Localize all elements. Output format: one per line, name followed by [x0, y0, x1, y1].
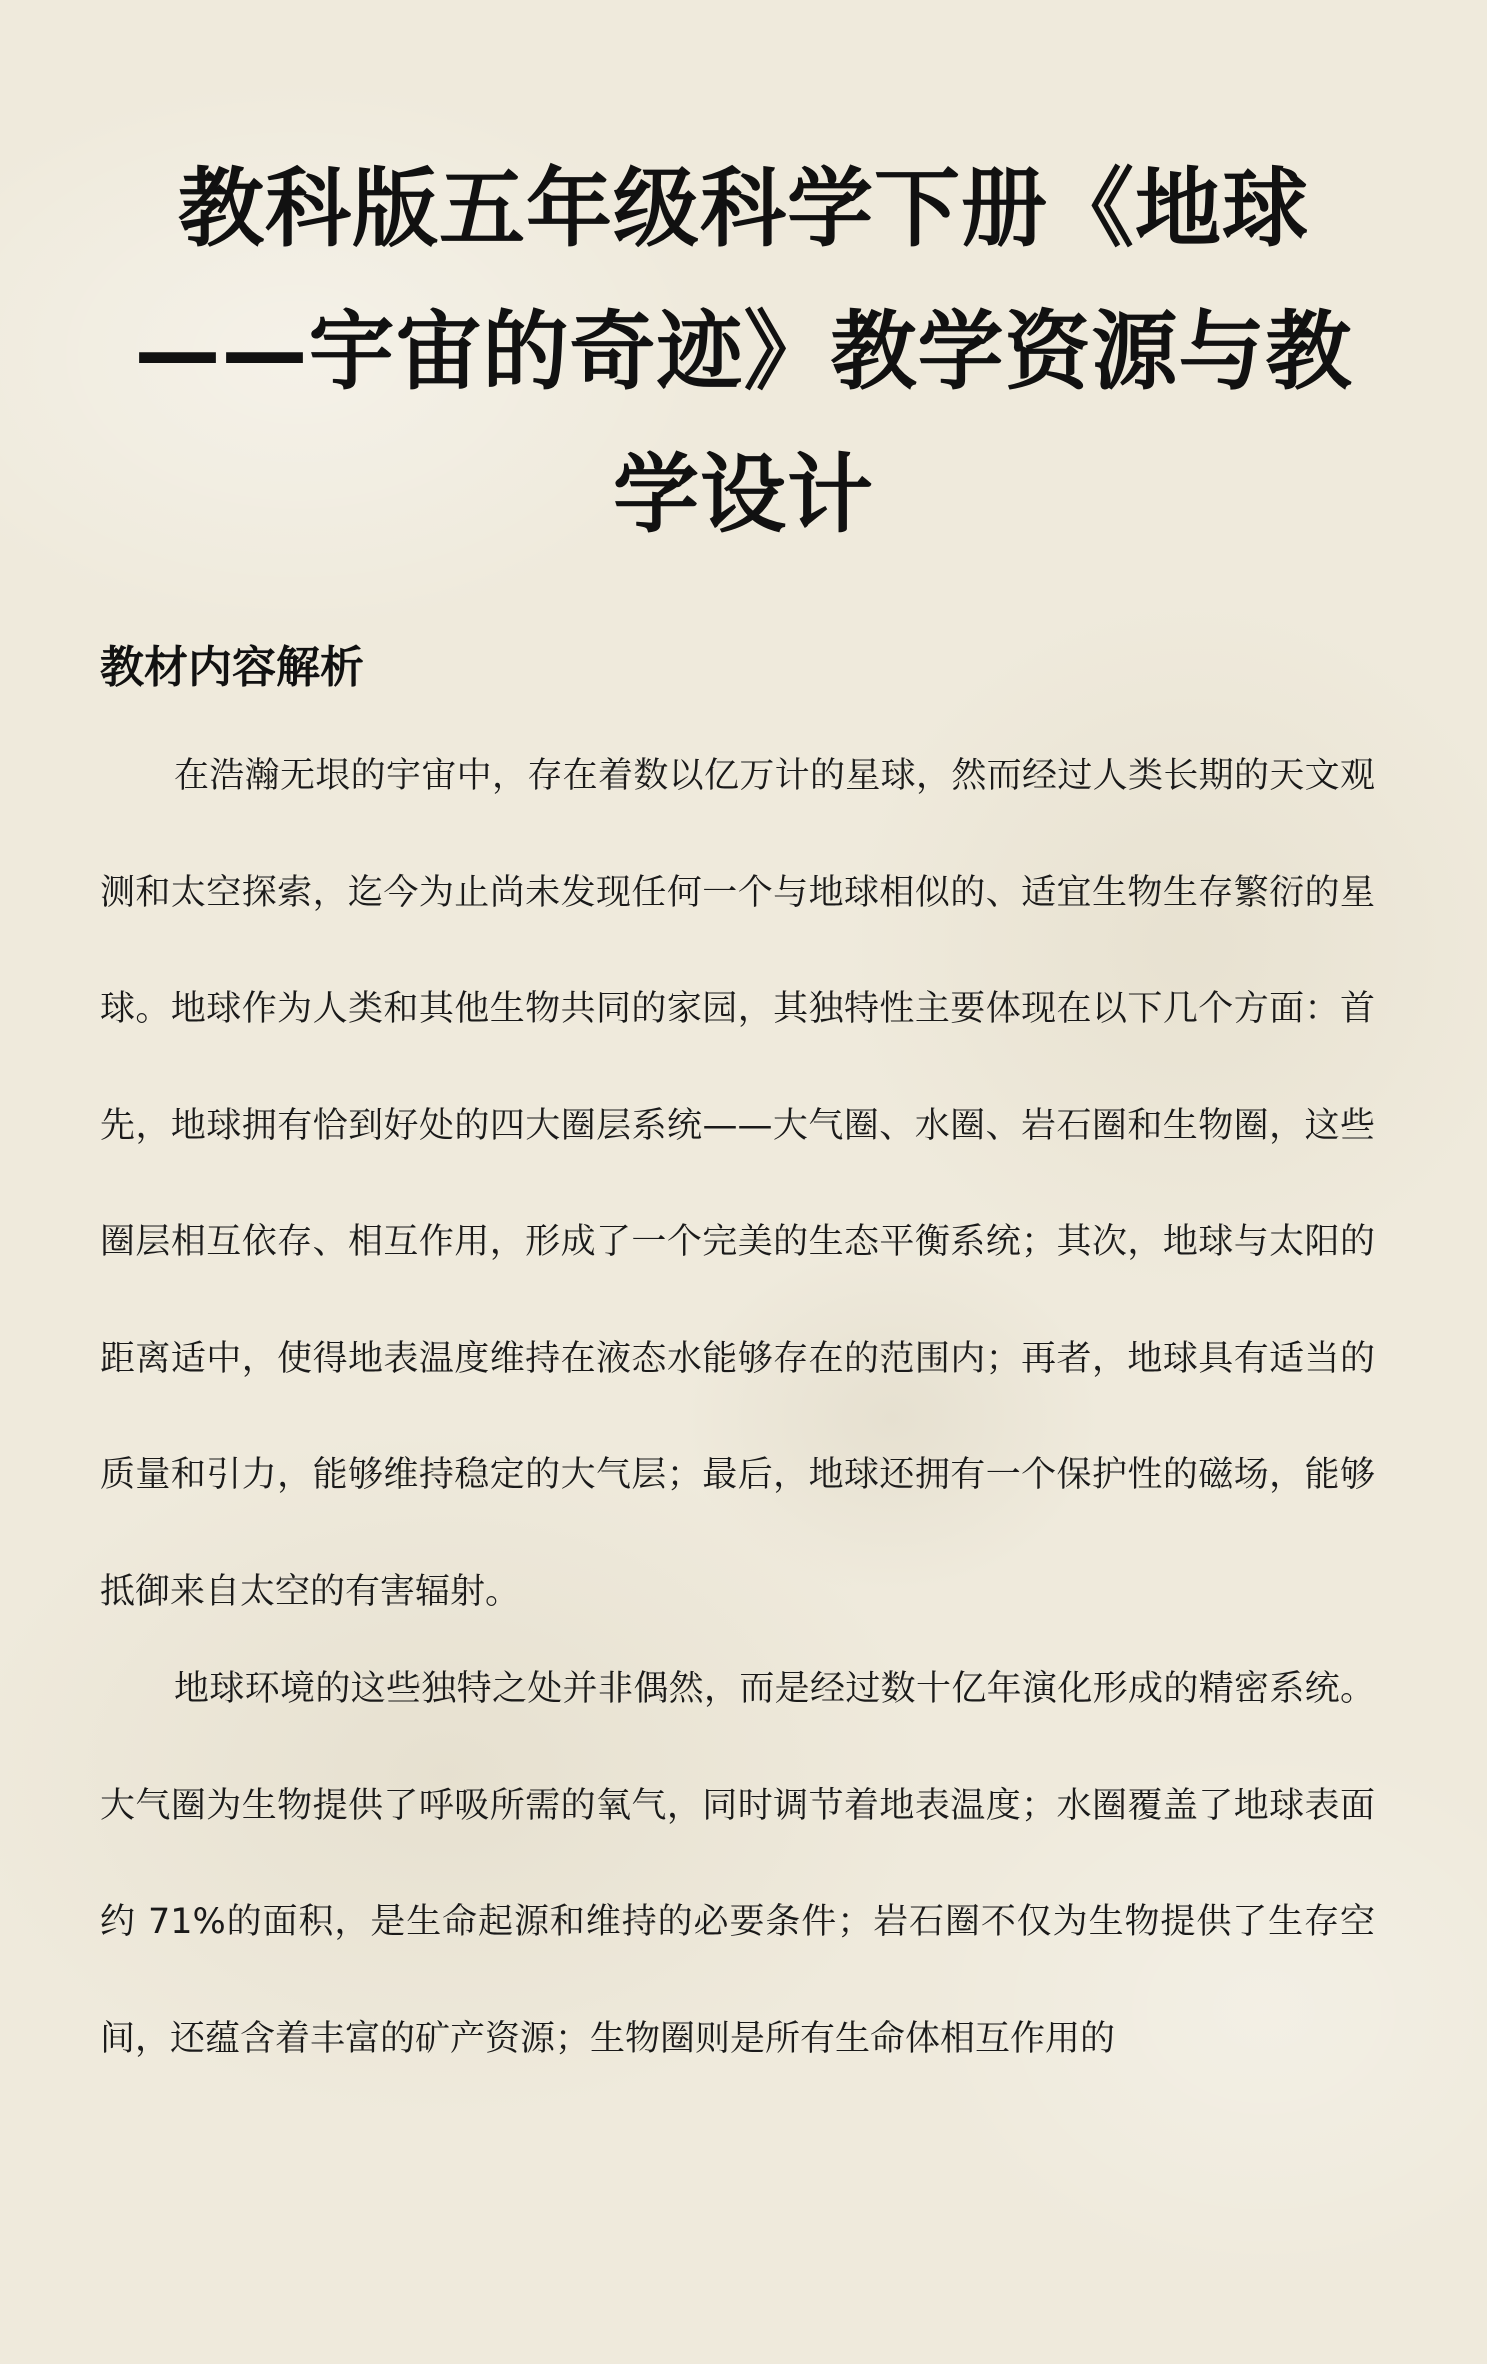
body-paragraph: 地球环境的这些独特之处并非偶然，而是经过数十亿年演化形成的精密系统。大气圈为生物提供了呼吸所需的氧气，同时调节着地表温度；水圈覆盖了地球表面约 71%的面积，是生命起源和维持的必要条件；岩石圈不仅为生物提供了生存空间，还蕴含着丰富的矿产资源；生物圈则是所有生命体相互作用的 [100, 1669, 1375, 2059]
section-heading: 教材内容解析 [100, 642, 364, 693]
document-title: 教科版五年级科学下册《地球——宇宙的奇迹》教学资源与教学设计 [134, 159, 1353, 545]
body-paragraph: 在浩瀚无垠的宇宙中，存在着数以亿万计的星球，然而经过人类长期的天文观测和太空探索，迄今为止尚未发现任何一个与地球相似的、适宜生物生存繁衍的星球。地球作为人类和其他生物共同的家园，其独特性主要体现在以下几个方面：首先，地球拥有恰到好处的四大圈层系统——大气圈、水圈、岩石圈和生物圈，这些圈层相互依存、相互作用，形成了一个完美的生态平衡系统；其次，地球与太阳的距离适中，使得地表温度维持在液态水能够存在的范围内；再者，地球具有适当的质量和引力，能够维持稳定的大气层；最后，地球还拥有一个保护性的磁场，能够抵御来自太空的有害辐射。 [100, 756, 1375, 1612]
